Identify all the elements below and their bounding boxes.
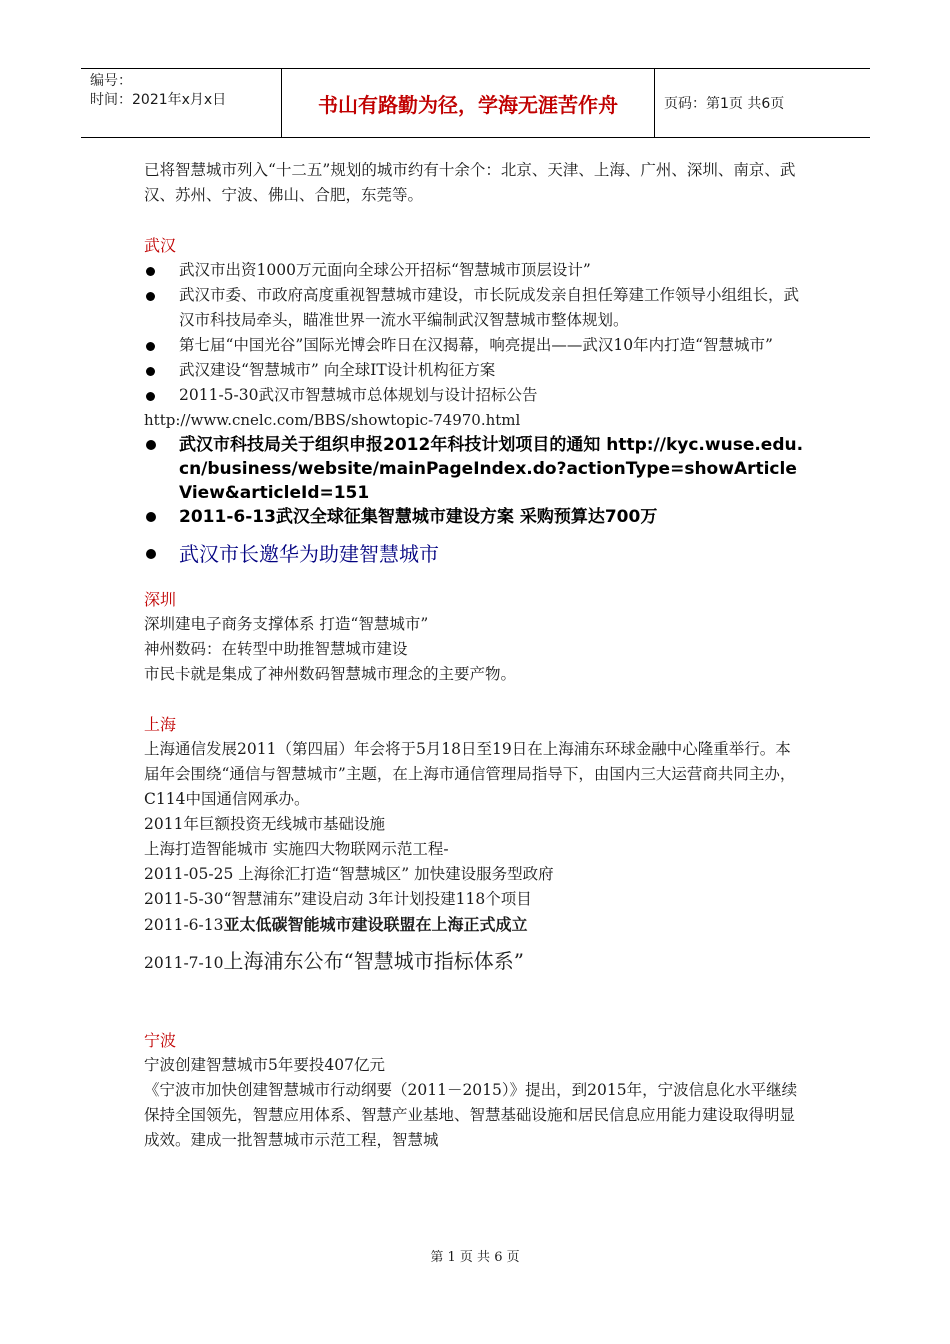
shenzhen-line: 神州数码：在转型中助推智慧城市建设 xyxy=(144,640,408,658)
bullet-icon xyxy=(146,342,155,351)
serial-label: 编号： xyxy=(90,73,132,89)
shenzhen-line: 市民卡就是集成了神州数码智慧城市理念的主要产物。 xyxy=(144,665,517,683)
shanghai-line: 2011-6-13亚太低碳智能城市建设联盟在上海正式成立 xyxy=(144,915,528,934)
list-item: 武汉市长邀华为助建智慧城市 xyxy=(144,539,804,569)
header-page-code: 页码：第1页 共6页 xyxy=(664,96,785,112)
header-motto: 书山有路勤为径，学海无涯苦作舟 xyxy=(282,69,655,137)
list-item: 武汉市出资1000万元面向全球公开招标“智慧城市顶层设计” xyxy=(144,258,804,283)
bullet-icon xyxy=(146,367,155,376)
shanghai-line: 2011年巨额投资无线城市基础设施 xyxy=(144,815,385,833)
list-item: 武汉市科技局关于组织申报2012年科技计划项目的通知 http://kyc.wuse.edu.cn/business/website/mainPageIndex.do?actionType=showArticleView&articleId=151 xyxy=(144,433,804,505)
shanghai-line: 上海打造智能城市 实施四大物联网示范工程- xyxy=(144,840,449,858)
date-label: 时间：2021年x月x日 xyxy=(90,92,227,108)
bullet-icon xyxy=(146,440,156,450)
section-title-wuhan: 武汉 xyxy=(144,236,177,255)
shenzhen-line: 深圳建电子商务支撑体系 打造“智慧城市” xyxy=(144,615,429,633)
ningbo-line: 宁波创建智慧城市5年要投407亿元 xyxy=(144,1056,385,1074)
list-item: 武汉建设“智慧城市” 向全球IT设计机构征方案 xyxy=(144,358,804,383)
wuhan-url: http://www.cnelc.com/BBS/showtopic-74970.html xyxy=(144,411,521,429)
section-title-shanghai: 上海 xyxy=(144,715,177,734)
shanghai-line: 2011-7-10上海浦东公布“智慧城市指标体系” xyxy=(144,949,524,973)
bullet-icon xyxy=(146,392,155,401)
bullet-icon xyxy=(146,267,155,276)
section-title-ningbo: 宁波 xyxy=(144,1031,177,1050)
list-item: 2011-6-13武汉全球征集智慧城市建设方案 采购预算达700万 xyxy=(144,505,804,529)
header-meta xyxy=(81,69,282,137)
wuhan-bold-list xyxy=(144,433,804,529)
wuhan-big-list xyxy=(144,539,804,569)
page-footer: 第 1 页 共 6 页 xyxy=(430,1250,520,1265)
list-item: 武汉市委、市政府高度重视智慧城市建设，市长阮成发亲自担任筹建工作领导小组组长，武汉市科技局牵头，瞄准世界一流水平编制武汉智慧城市整体规划。 xyxy=(144,283,804,333)
intro-paragraph: 已将智慧城市列入“十二五”规划的城市约有十余个：北京、天津、上海、广州、深圳、南京、武汉、苏州、宁波、佛山、合肥，东莞等。 xyxy=(144,161,796,204)
header-table xyxy=(81,68,870,138)
shanghai-line: 2011-5-30“智慧浦东”建设启动 3年计划投建118个项目 xyxy=(144,890,532,908)
shanghai-paragraph: 上海通信发展2011（第四届）年会将于5月18日至19日在上海浦东环球金融中心隆重举行。本届年会围绕“通信与智慧城市”主题，在上海市通信管理局指导下，由国内三大运营商共同主办，C114中国通信网承办。 xyxy=(144,740,796,808)
bullet-icon xyxy=(146,549,156,559)
bullet-icon xyxy=(146,512,156,522)
ningbo-paragraph: 《宁波市加快创建智慧城市行动纲要（2011－2015）》提出，到2015年，宁波信息化水平继续保持全国领先，智慧应用体系、智慧产业基地、智慧基础设施和居民信息应用能力建设取得明显成效。建成一批智慧城市示范工程，智慧城 xyxy=(144,1081,798,1149)
document-body xyxy=(144,158,804,1153)
wuhan-bullet-list xyxy=(144,258,804,408)
list-item: 第七届“中国光谷”国际光博会昨日在汉揭幕，响亮提出——武汉10年内打造“智慧城市” xyxy=(144,333,804,358)
bullet-icon xyxy=(146,292,155,301)
shanghai-line: 2011-05-25 上海徐汇打造“智慧城区” 加快建设服务型政府 xyxy=(144,865,554,883)
list-item: 2011-5-30武汉市智慧城市总体规划与设计招标公告 xyxy=(144,383,804,408)
section-title-shenzhen: 深圳 xyxy=(144,590,177,609)
